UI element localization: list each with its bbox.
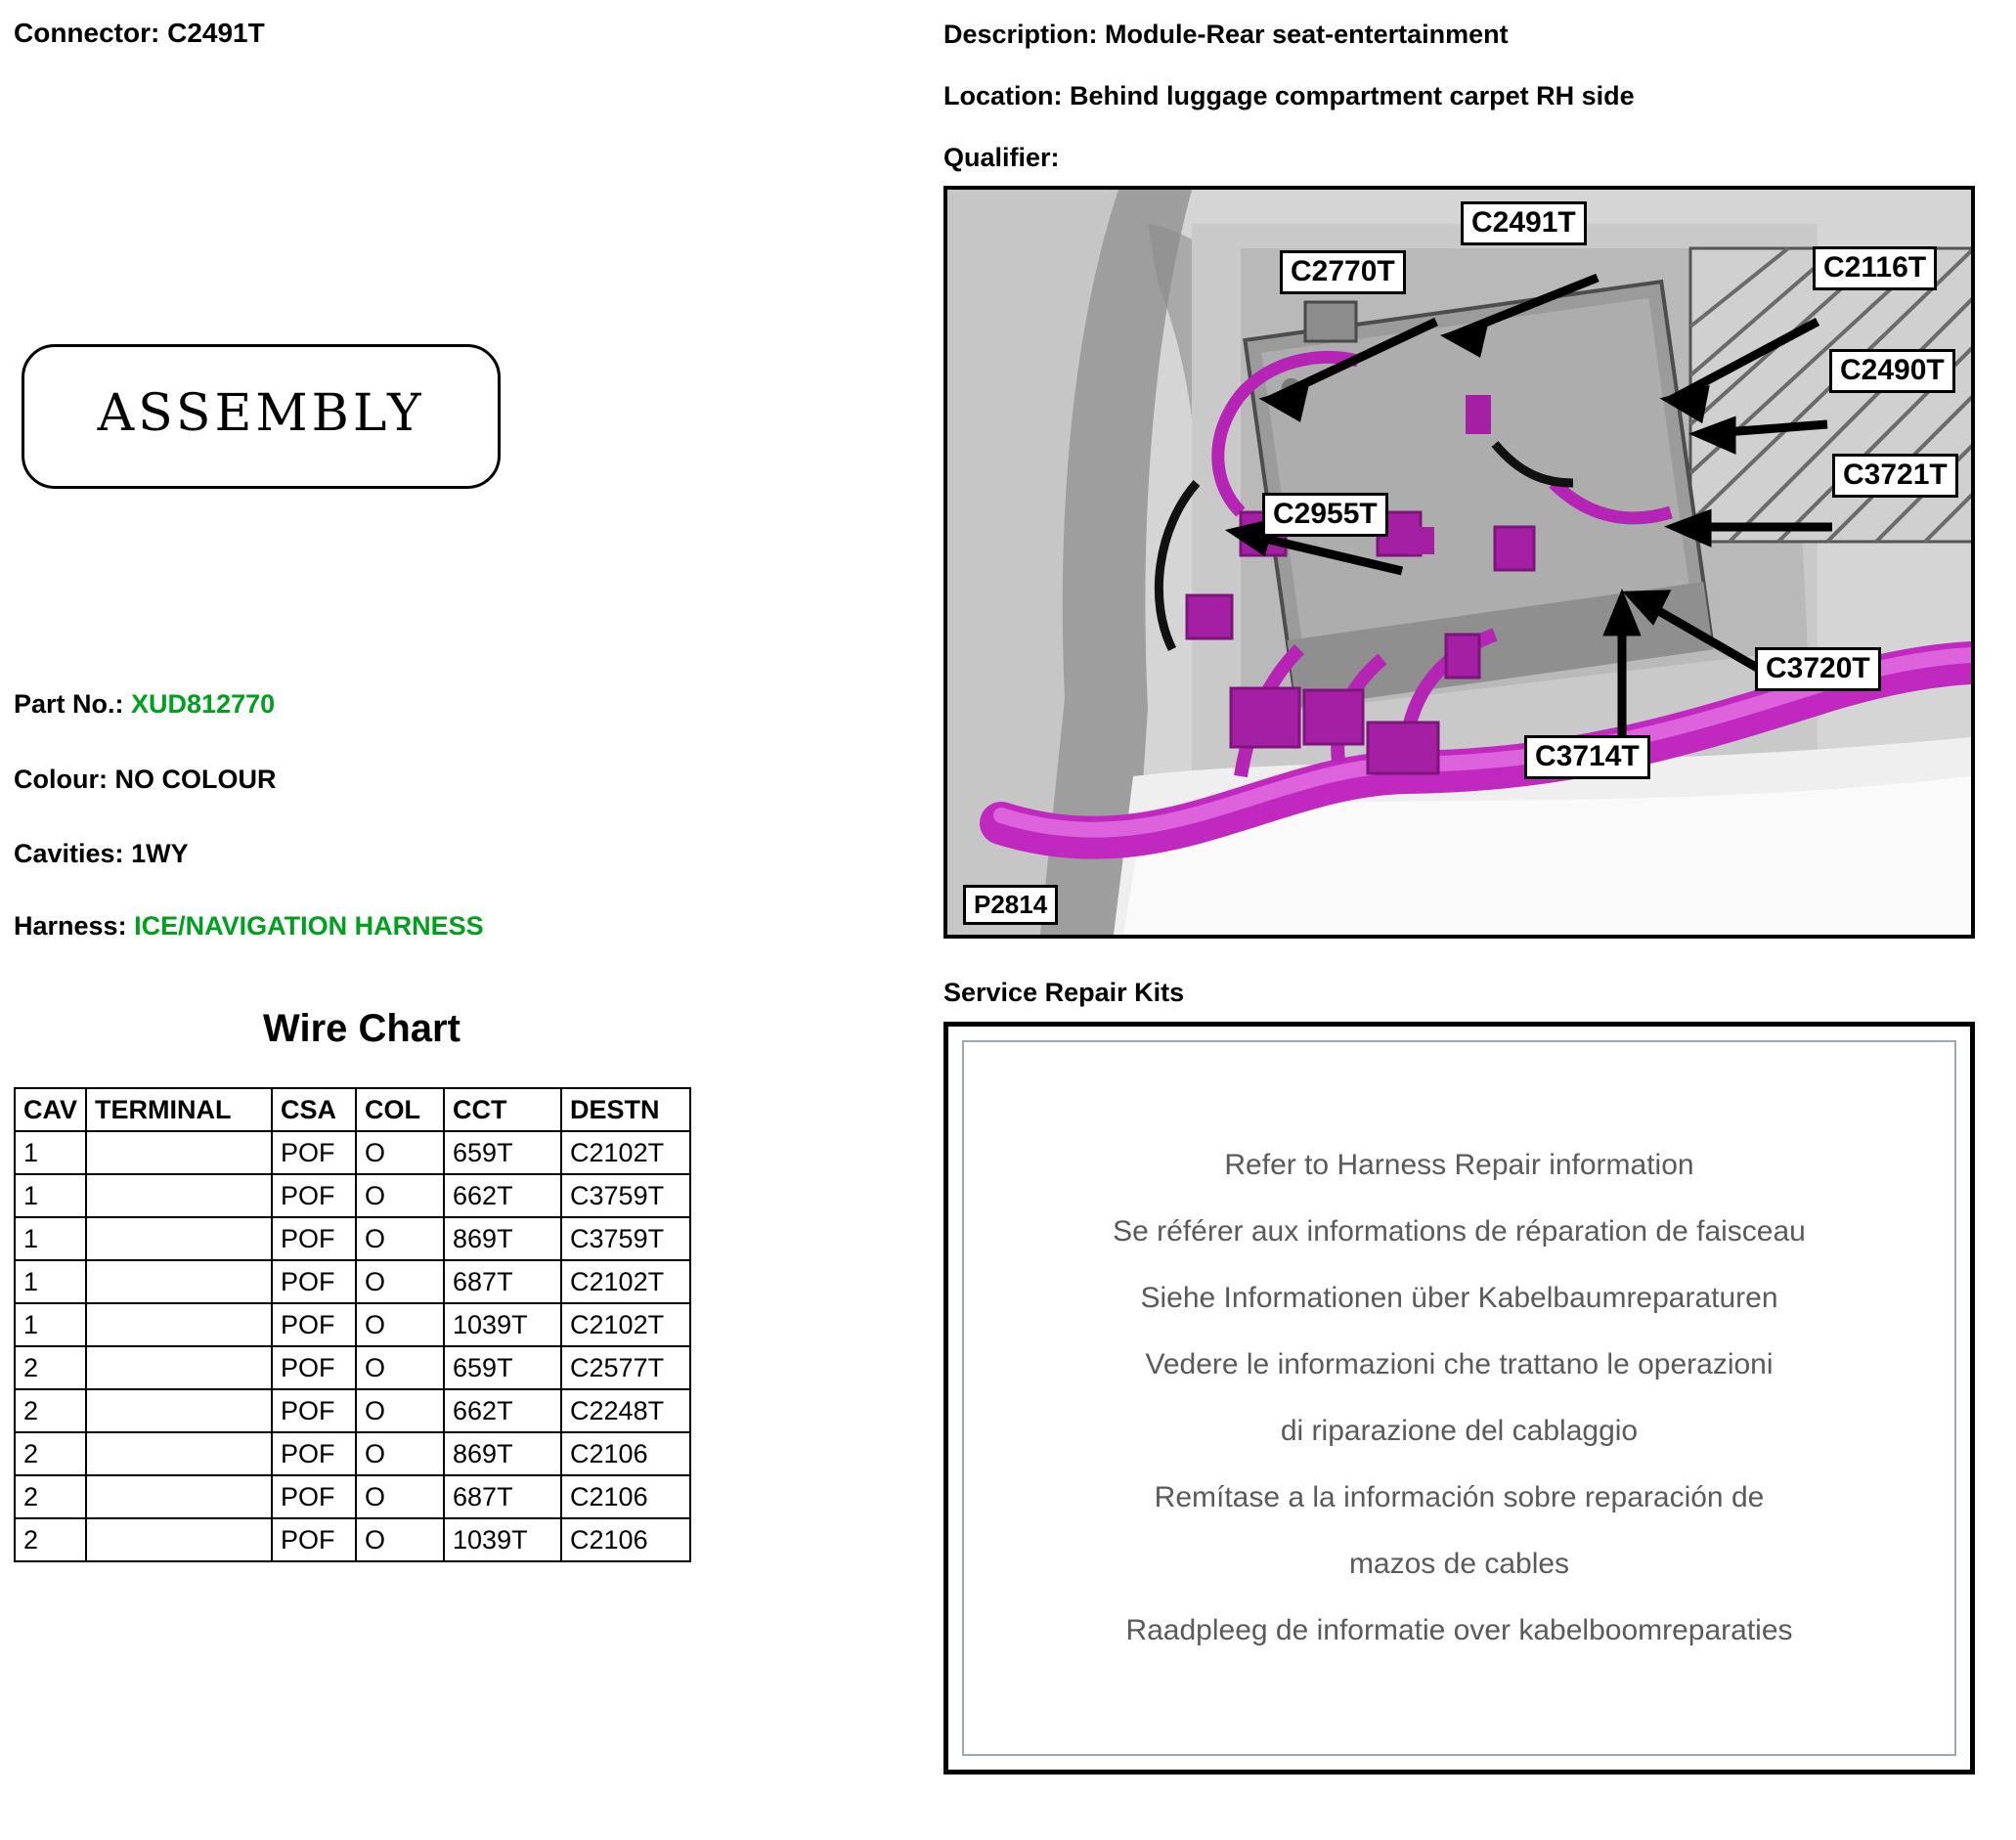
cell-cct: 869T [444,1217,561,1260]
cell-terminal [86,1174,272,1217]
header-terminal: TERMINAL [86,1088,272,1131]
cell-terminal [86,1131,272,1174]
service-repair-kits-title: Service Repair Kits [943,978,1185,1007]
cell-csa: POF [272,1260,356,1303]
description-row [943,20,1509,50]
harness-value: ICE/NAVIGATION HARNESS [134,911,484,941]
callout-c3714t: C3714T [1524,735,1650,779]
cavities-row [14,839,189,869]
cell-terminal [86,1432,272,1475]
colour-row [14,765,277,795]
callout-c3720t: C3720T [1755,647,1881,691]
cell-col: O [356,1389,444,1432]
table-row [15,1303,690,1346]
cell-col: O [356,1475,444,1518]
header-csa: CSA [272,1088,356,1131]
harness-row [14,911,484,942]
location-illustration [943,186,1975,939]
callout-c2491t: C2491T [1461,201,1587,245]
table-row [15,1389,690,1432]
table-row [15,1346,690,1389]
srk-line-de: Siehe Informationen über Kabelbaumreparaturen [1140,1282,1778,1314]
cell-csa: POF [272,1432,356,1475]
colour-value: NO COLOUR [114,765,277,794]
location-label: Location: [943,81,1063,110]
cell-col: O [356,1217,444,1260]
cell-col: O [356,1346,444,1389]
cell-destn: C2102T [561,1131,690,1174]
header-col: COL [356,1088,444,1131]
cell-col: O [356,1303,444,1346]
header-cav: CAV [15,1088,86,1131]
table-row [15,1518,690,1561]
wire-chart-title: Wire Chart [263,1007,460,1050]
callout-c2955t: C2955T [1262,493,1388,537]
callout-c2116t: C2116T [1813,246,1937,290]
service-repair-kits-box [943,1022,1975,1774]
cell-destn: C2248T [561,1389,690,1432]
cell-csa: POF [272,1346,356,1389]
cell-terminal [86,1217,272,1260]
table-header-row [15,1088,690,1131]
cell-cav: 2 [15,1518,86,1561]
cell-cct: 659T [444,1131,561,1174]
table-row [15,1217,690,1260]
qualifier-label: Qualifier: [943,143,1060,172]
cell-cav: 2 [15,1432,86,1475]
cell-csa: POF [272,1303,356,1346]
right-column [934,0,2009,1840]
table-row [15,1432,690,1475]
cell-terminal [86,1518,272,1561]
srk-line-it-2: di riparazione del cablaggio [1280,1415,1639,1447]
vehicle-body-artwork [947,190,1971,935]
cell-cct: 662T [444,1389,561,1432]
srk-line-fr: Se référer aux informations de réparation de faisceau [1113,1215,1806,1248]
cell-cav: 1 [15,1217,86,1260]
colour-label: Colour: [14,765,108,794]
service-repair-kits-panel [962,1040,1956,1756]
cell-cct: 1039T [444,1518,561,1561]
cell-csa: POF [272,1518,356,1561]
cell-cct: 687T [444,1475,561,1518]
cell-destn: C2106 [561,1518,690,1561]
cell-cav: 1 [15,1303,86,1346]
callout-c2490t: C2490T [1829,349,1955,393]
cell-cav: 2 [15,1346,86,1389]
cell-cav: 1 [15,1131,86,1174]
harness-label: Harness: [14,911,127,941]
cell-terminal [86,1346,272,1389]
part-number-value: XUD812770 [131,689,276,719]
part-number-row [14,689,275,720]
srk-line-es-1: Remítase a la información sobre reparación de [1154,1481,1765,1513]
cell-destn: C2106 [561,1475,690,1518]
description-label: Description: [943,20,1098,49]
wire-chart-table [14,1087,691,1562]
cell-cav: 2 [15,1389,86,1432]
illustration-id-tag: P2814 [963,885,1058,925]
header-destn: DESTN [561,1088,690,1131]
cell-destn: C2102T [561,1303,690,1346]
assembly-label: ASSEMBLY [97,384,425,443]
cavities-value: 1WY [131,839,189,868]
cell-destn: C2577T [561,1346,690,1389]
cell-csa: POF [272,1131,356,1174]
table-row [15,1174,690,1217]
cell-col: O [356,1131,444,1174]
table-row [15,1475,690,1518]
cell-terminal [86,1475,272,1518]
callout-c3721t: C3721T [1832,454,1958,498]
location-value: Behind luggage compartment carpet RH side [1070,81,1635,110]
cell-destn: C2102T [561,1260,690,1303]
cell-cct: 869T [444,1432,561,1475]
cell-cct: 659T [444,1346,561,1389]
cell-destn: C3759T [561,1174,690,1217]
cavities-label: Cavities: [14,839,124,868]
header-cct: CCT [444,1088,561,1131]
cell-cct: 662T [444,1174,561,1217]
part-number-label: Part No.: [14,689,124,719]
cell-csa: POF [272,1389,356,1432]
assembly-box [22,344,501,489]
cell-destn: C3759T [561,1217,690,1260]
connector-value: C2491T [167,18,265,48]
cell-terminal [86,1303,272,1346]
cell-cct: 1039T [444,1303,561,1346]
description-value: Module-Rear seat-entertainment [1105,20,1509,49]
srk-line-nl: Raadpleeg de informatie over kabelboomreparaties [1125,1614,1793,1646]
srk-line-en: Refer to Harness Repair information [1224,1149,1694,1181]
cell-col: O [356,1174,444,1217]
connector-heading [14,18,265,49]
cell-col: O [356,1260,444,1303]
left-column [0,0,919,1840]
table-row [15,1131,690,1174]
connector-label: Connector: [14,18,160,48]
srk-line-it-1: Vedere le informazioni che trattano le operazioni [1145,1348,1774,1380]
cell-csa: POF [272,1174,356,1217]
cell-terminal [86,1389,272,1432]
cell-csa: POF [272,1217,356,1260]
cell-destn: C2106 [561,1432,690,1475]
cell-cav: 1 [15,1260,86,1303]
cell-csa: POF [272,1475,356,1518]
cell-col: O [356,1518,444,1561]
callout-c2770t: C2770T [1280,250,1406,294]
cell-cct: 687T [444,1260,561,1303]
srk-line-es-2: mazos de cables [1348,1548,1570,1580]
table-row [15,1260,690,1303]
cell-terminal [86,1260,272,1303]
illustration-artwork [947,190,1971,935]
qualifier-row [943,143,1060,173]
cell-cav: 2 [15,1475,86,1518]
location-row [943,81,1635,111]
cell-col: O [356,1432,444,1475]
cell-cav: 1 [15,1174,86,1217]
